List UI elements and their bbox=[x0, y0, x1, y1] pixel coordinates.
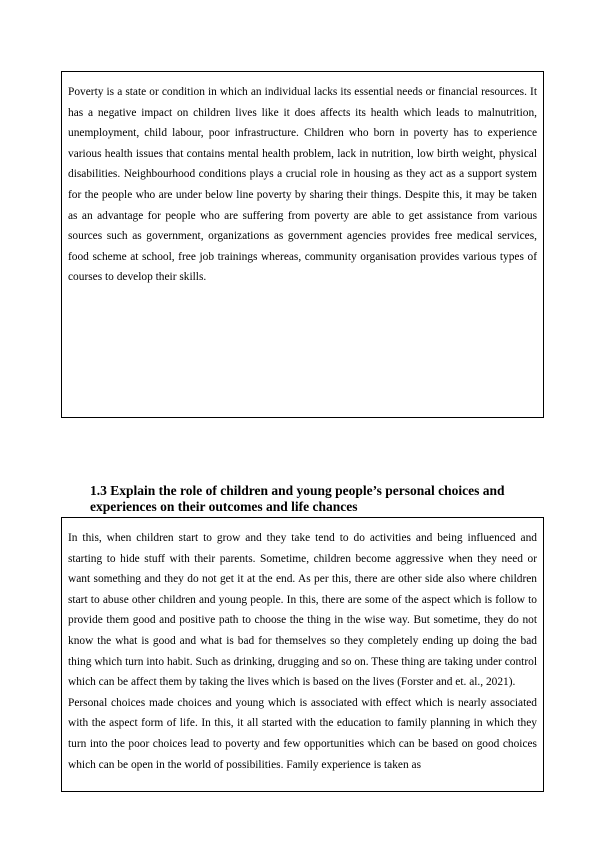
personal-choices-paragraph-1: In this, when children start to grow and they take tend to do activities and being influenced and starting to hide stuff with their parents. Sometime, children become aggressive when they need or want something and they do not get it at the end. As per this, there are other side also where children start to abuse other children and young people. In this, there are some of the aspect which is follow to provide them good and positive path to choose the thing in the wise way. But sometime, they do not know the what is good and what is bad for themselves so they completely ending up doing the bad thing which turn into habit. Such as drinking, drugging and so on. These thing are taking under control which can be affect them by taking the lives which is based on the lives (Forster and et. al., 2021). bbox=[68, 532, 537, 689]
personal-choices-text-box bbox=[61, 517, 544, 792]
poverty-text-box bbox=[61, 71, 544, 418]
poverty-paragraph: Poverty is a state or condition in which an individual lacks its essential needs or financial resources. It has a negative impact on children lives like it does affects its health which leads to malnutrition, unemployment, child labour, poor infrastructure. Children who born in poverty has to experience various health issues that contains mental health problem, lack in nutrition, low birth weight, physical disabilities. Neighbourhood conditions plays a crucial role in housing as they act as a support system for the people who are under below line poverty by sharing their things. Despite this, it may be taken as an advantage for people who are suffering from poverty are able to get assistance from various sources such as government, organizations as government agencies provides free medical services, food scheme at school, free job trainings whereas, community organisation provides various types of courses to develop their skills. bbox=[68, 86, 537, 284]
personal-choices-paragraph-2: Personal choices made choices and young which is associated with effect which is nearly associated with the aspect form of life. In this, it all started with the education to family planning in which they turn into the poor choices lead to poverty and few opportunities which can be based on good choices which can be open in the world of possibilities. Family experience is taken as bbox=[68, 696, 537, 771]
section-heading: 1.3 Explain the role of children and young people’s personal choices and experiences on their outcomes and life chances bbox=[90, 483, 505, 514]
